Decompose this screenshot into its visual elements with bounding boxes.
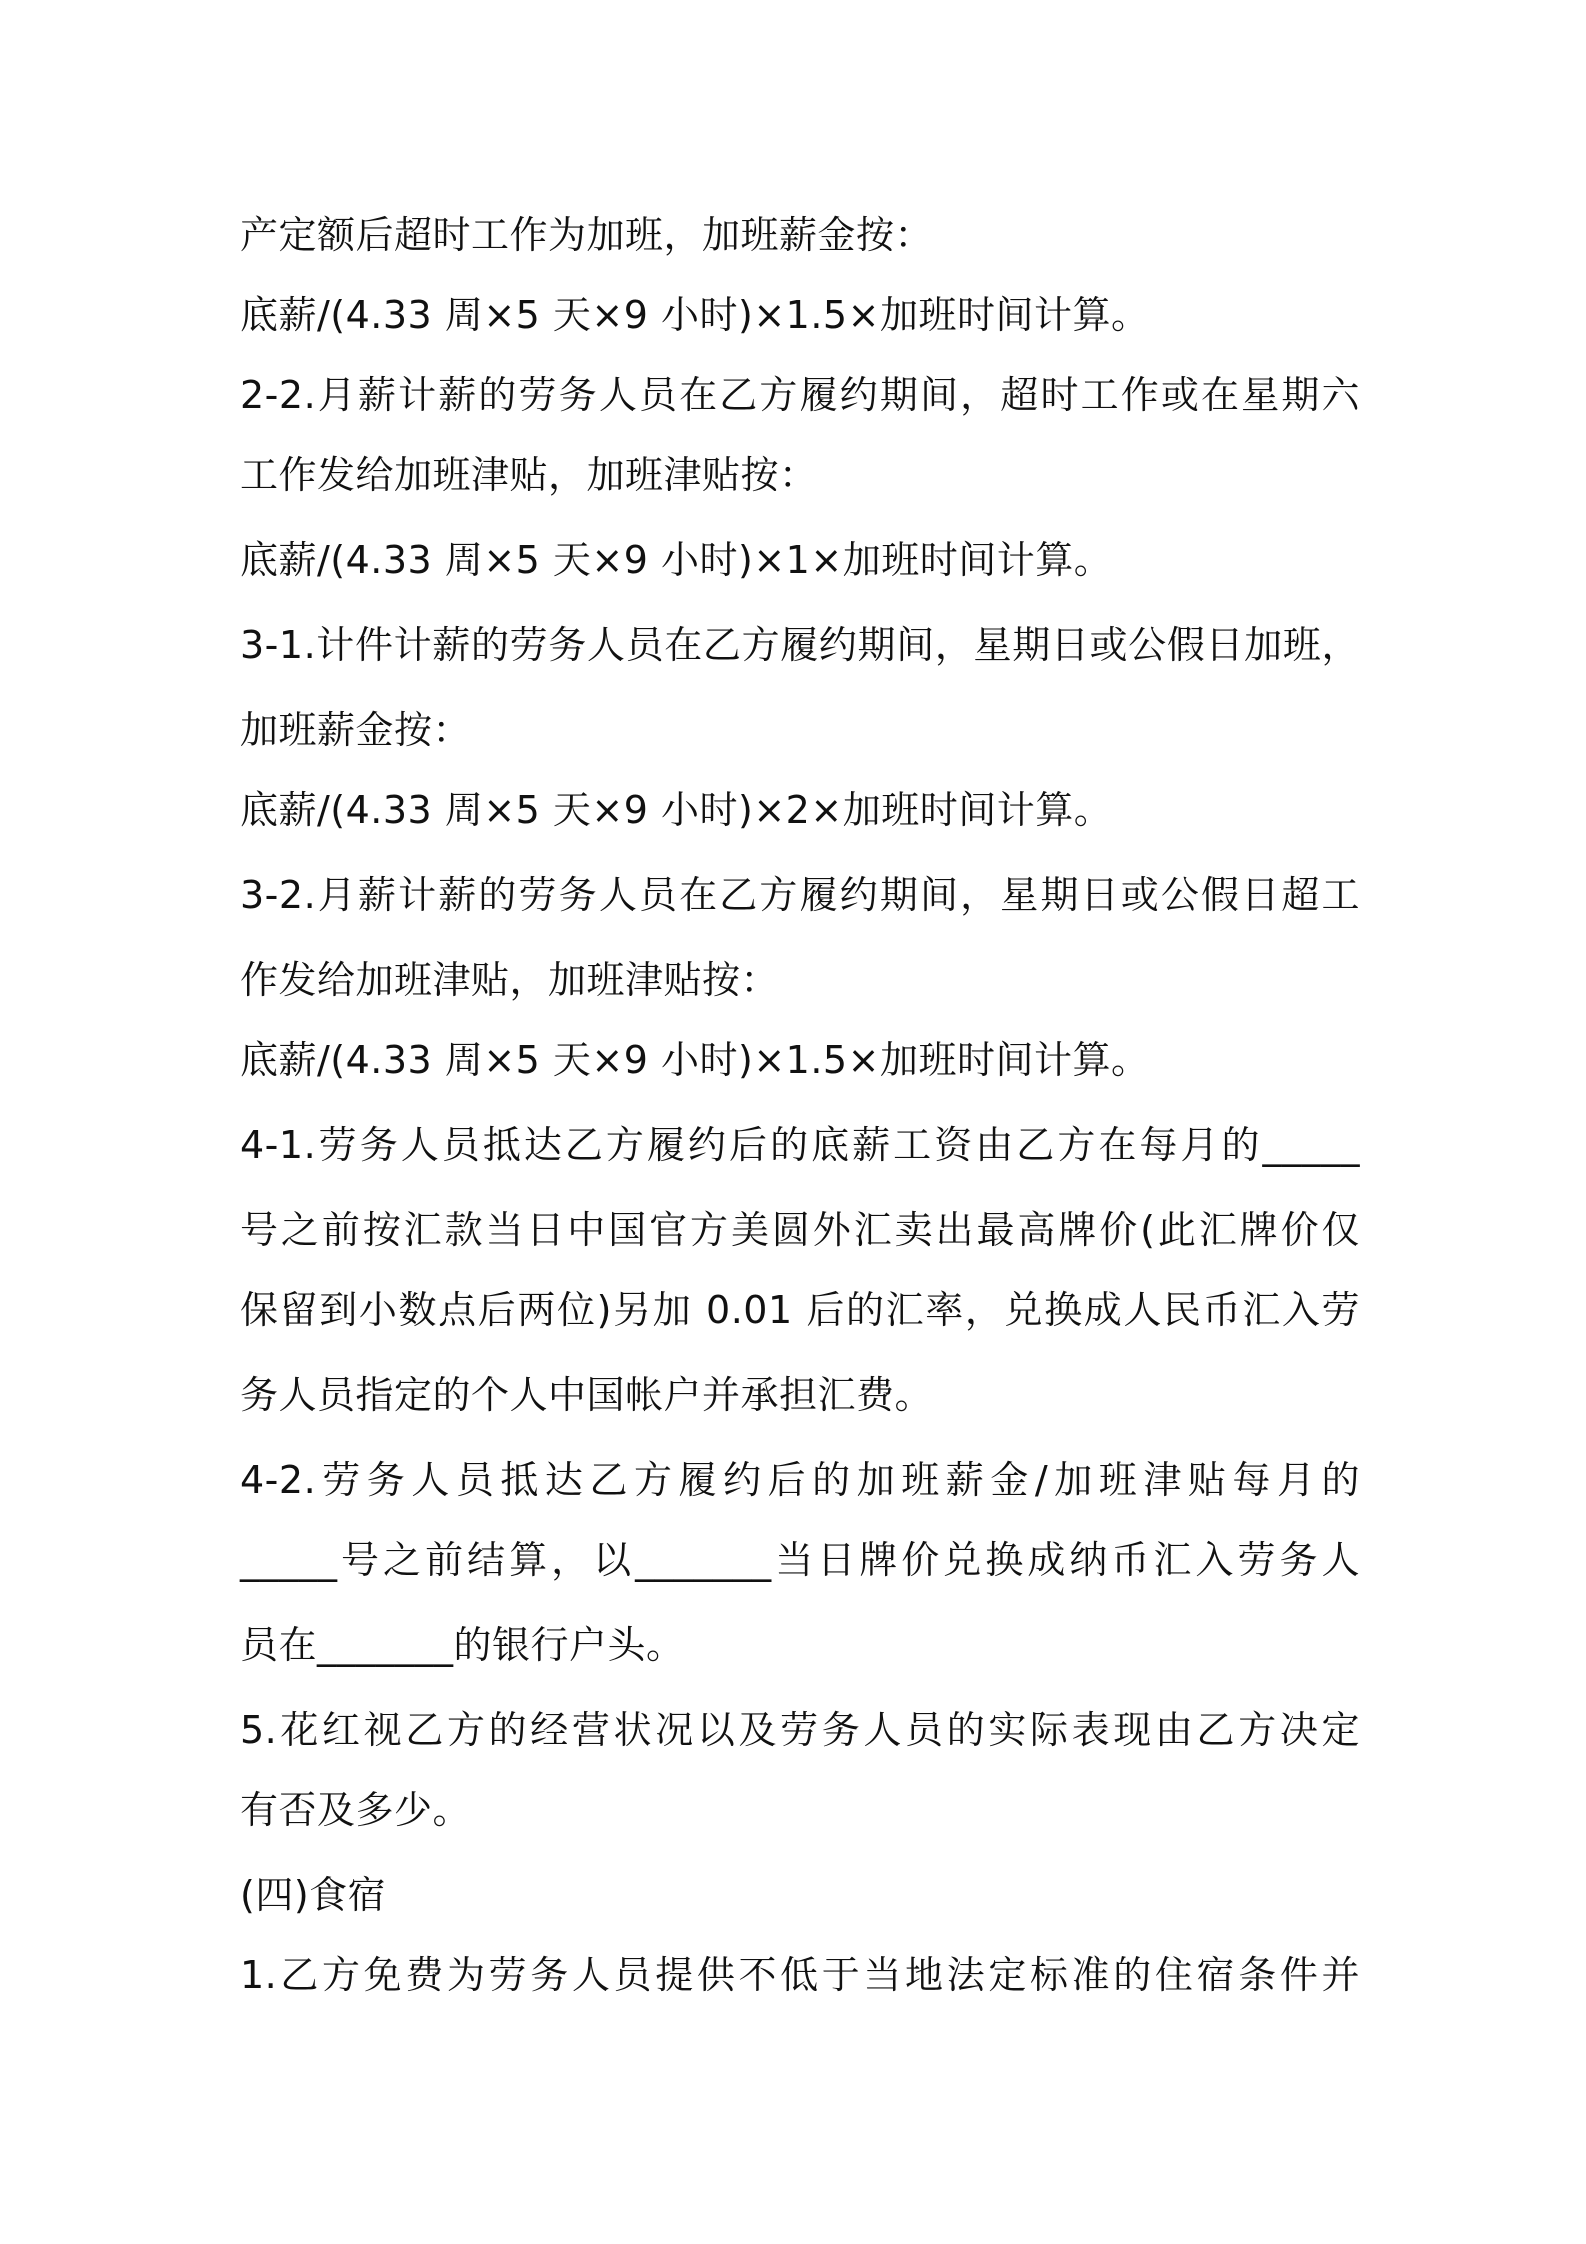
text-line-11: 底薪/(4.33 周×5 天×9 小时)×1.5×加班时间计算。 [240, 1038, 1150, 1082]
text-line-1: 产定额后超时工作为加班，加班薪金按： [240, 213, 934, 257]
text-line-7: 加班薪金按： [240, 708, 472, 752]
text-line-6: 3-1.计件计薪的劳务人员在乙方履约期间，星期日或公假日加班， [240, 623, 1360, 667]
text-line-17: _____号之前结算，以_______当日牌价兑换成纳币汇入劳务人 [240, 1538, 1360, 1582]
text-line-15: 务人员指定的个人中国帐户并承担汇费。 [240, 1373, 934, 1417]
text-line-3: 2-2.月薪计薪的劳务人员在乙方履约期间，超时工作或在星期六 [240, 373, 1360, 417]
text-line-10: 作发给加班津贴，加班津贴按： [240, 958, 780, 1002]
text-line-22: 1.乙方免费为劳务人员提供不低于当地法定标准的住宿条件并 [240, 1953, 1360, 1997]
text-line-19: 5.花红视乙方的经营状况以及劳务人员的实际表现由乙方决定 [240, 1708, 1360, 1752]
text-line-8: 底薪/(4.33 周×5 天×9 小时)×2×加班时间计算。 [240, 788, 1113, 832]
text-line-14: 保留到小数点后两位)另加 0.01 后的汇率，兑换成人民币汇入劳 [240, 1288, 1360, 1332]
text-line-9: 3-2.月薪计薪的劳务人员在乙方履约期间，星期日或公假日超工 [240, 873, 1360, 917]
text-line-2: 底薪/(4.33 周×5 天×9 小时)×1.5×加班时间计算。 [240, 293, 1150, 337]
section-heading: (四)食宿 [240, 1873, 387, 1917]
text-line-20: 有否及多少。 [240, 1788, 472, 1832]
text-line-13: 号之前按汇款当日中国官方美圆外汇卖出最高牌价(此汇牌价仅 [240, 1208, 1360, 1252]
text-line-5: 底薪/(4.33 周×5 天×9 小时)×1×加班时间计算。 [240, 538, 1113, 582]
text-line-4: 工作发给加班津贴，加班津贴按： [240, 453, 818, 497]
text-line-16: 4-2.劳务人员抵达乙方履约后的加班薪金/加班津贴每月的 [240, 1458, 1360, 1502]
text-line-18: 员在_______的银行户头。 [240, 1623, 685, 1667]
text-line-12: 4-1.劳务人员抵达乙方履约后的底薪工资由乙方在每月的_____ [240, 1123, 1360, 1167]
